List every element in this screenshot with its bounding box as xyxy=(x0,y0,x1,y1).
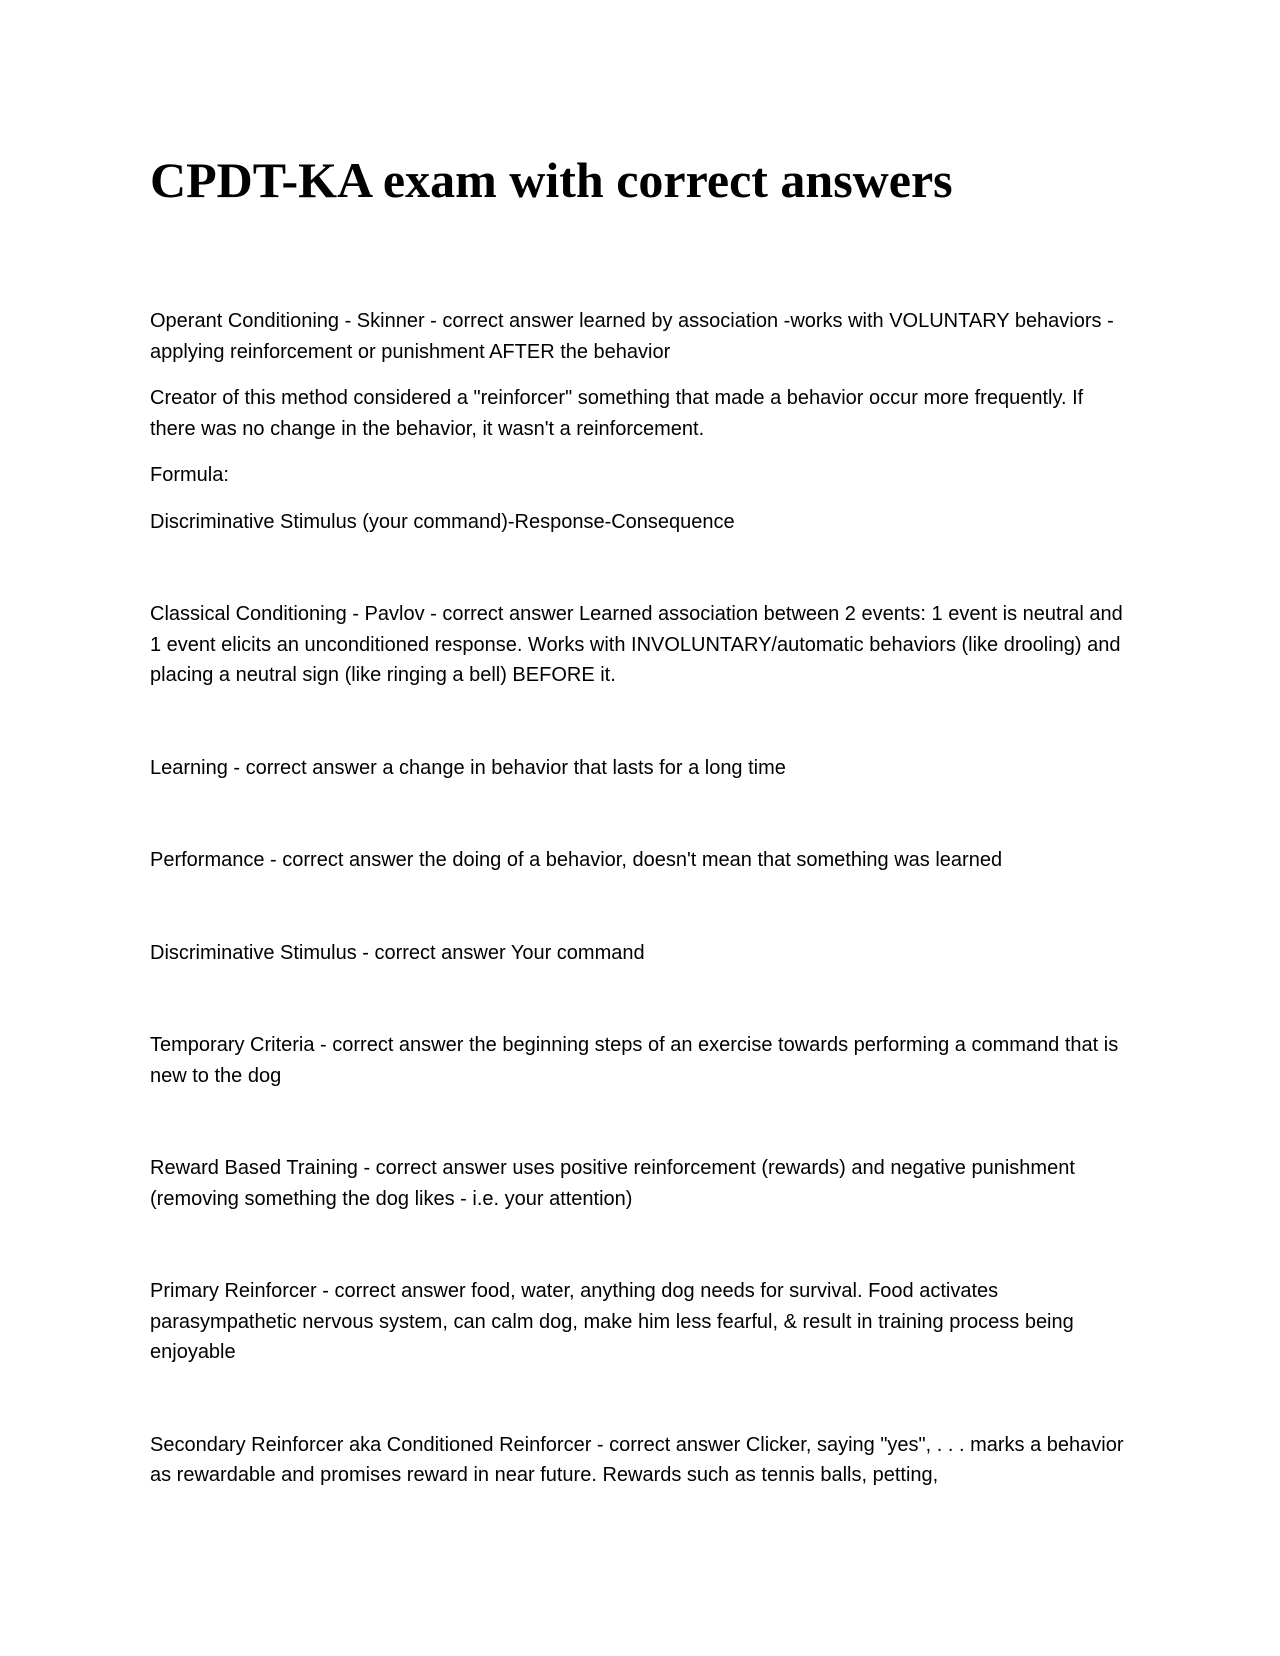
qa-entry-learning xyxy=(150,753,1130,784)
entry-spacer xyxy=(150,1230,1130,1276)
entry-paragraph: Formula: xyxy=(150,464,229,486)
document-body xyxy=(150,306,1130,1491)
entry-paragraph: Primary Reinforcer - correct answer food, water, anything dog needs for survival. Food activates parasympathetic nervous system, can calm dog, make him less fearful, & result in training process being enjoyable xyxy=(150,1280,1074,1363)
entry-spacer xyxy=(150,707,1130,753)
entry-paragraph: Learning - correct answer a change in behavior that lasts for a long time xyxy=(150,756,786,779)
document-title: CPDT-KA exam with correct answers xyxy=(150,152,953,208)
qa-entry-temporary-criteria xyxy=(150,1030,1130,1091)
qa-entry-classical-conditioning xyxy=(150,599,1130,691)
entry-spacer xyxy=(150,892,1130,938)
qa-entry-secondary-reinforcer xyxy=(150,1430,1130,1491)
entry-paragraph: Operant Conditioning - Skinner - correct answer learned by association -works with VOLUNTARY behaviors - applying reinforcement or punishment AFTER the behavior xyxy=(150,310,1114,363)
entry-paragraph: Classical Conditioning - Pavlov - correct answer Learned association between 2 events: 1 event is neutral and 1 event elicits an unconditioned response. Works with INVOLUNTARY/automatic behaviors (like drooling) and placing a neutral sign (like ringing a bell) BEFORE it. xyxy=(150,603,1123,686)
entry-paragraph: Temporary Criteria - correct answer the beginning steps of an exercise towards performing a command that is new to the dog xyxy=(150,1034,1119,1087)
entry-spacer xyxy=(150,1384,1130,1430)
qa-entry-primary-reinforcer xyxy=(150,1276,1130,1368)
qa-entry-reward-based-training xyxy=(150,1153,1130,1214)
entry-spacer xyxy=(150,799,1130,845)
qa-entry-discriminative-stimulus xyxy=(150,938,1130,969)
qa-entry-operant-conditioning xyxy=(150,306,1130,537)
entry-spacer xyxy=(150,553,1130,599)
entry-paragraph: Reward Based Training - correct answer uses positive reinforcement (rewards) and negative punishment (removing something the dog likes - i.e. your attention) xyxy=(150,1157,1075,1210)
entry-spacer xyxy=(150,984,1130,1030)
entry-paragraph: Performance - correct answer the doing of a behavior, doesn't mean that something was learned xyxy=(150,849,1003,871)
qa-entry-performance xyxy=(150,845,1130,876)
entry-paragraph: Secondary Reinforcer aka Conditioned Reinforcer - correct answer Clicker, saying "yes", . . . marks a behavior as rewardable and promises reward in near future. Rewards such as tennis balls, petting, xyxy=(150,1433,1124,1486)
entry-paragraph: Creator of this method considered a "reinforcer" something that made a behavior occur more frequently. If there was no change in the behavior, it wasn't a reinforcement. xyxy=(150,387,1084,440)
entry-spacer xyxy=(150,1107,1130,1153)
document-page xyxy=(150,150,1130,1507)
entry-paragraph: Discriminative Stimulus (your command)-Response-Consequence xyxy=(150,510,735,533)
entry-paragraph: Discriminative Stimulus - correct answer Your command xyxy=(150,941,645,964)
